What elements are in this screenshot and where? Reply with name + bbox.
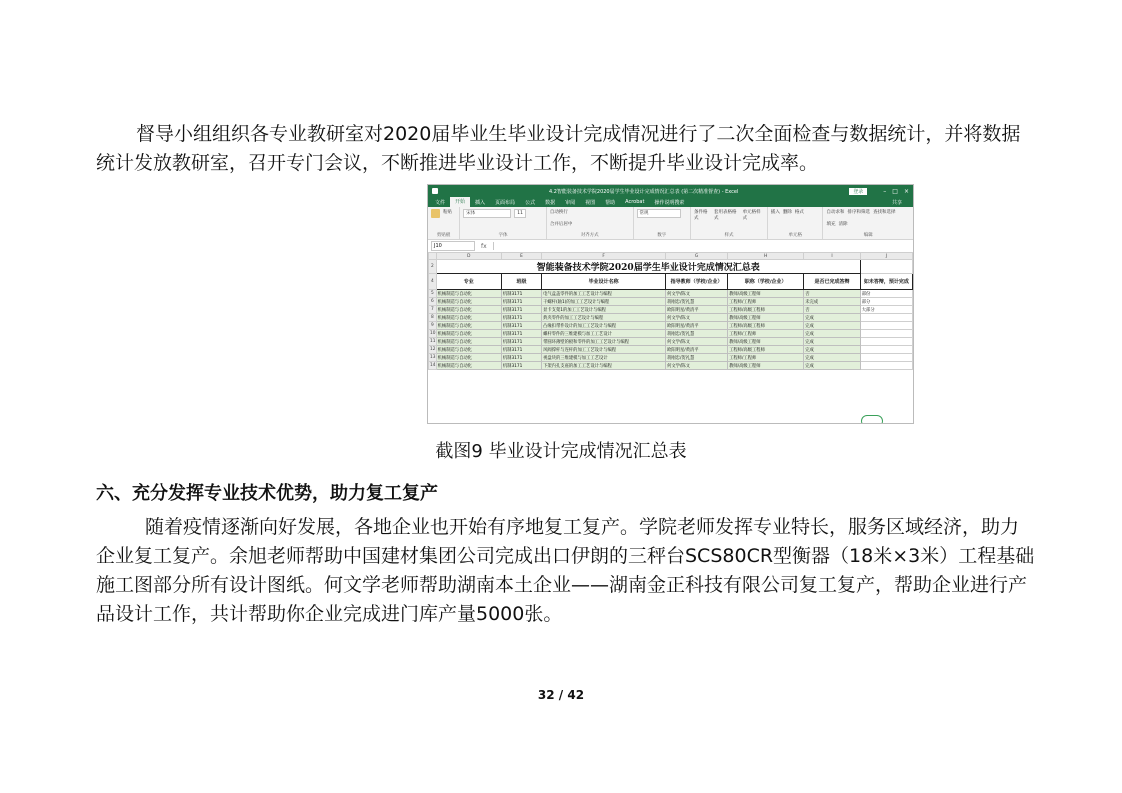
col-header[interactable]: D [436, 253, 501, 260]
page-number: 32 / 42 [537, 688, 585, 702]
header-cell[interactable]: 如未答辩，预计完成 [860, 274, 912, 290]
table-cell[interactable]: 工程师/高级工程师 [728, 322, 804, 330]
tab-home[interactable]: 开始 [450, 197, 470, 207]
table-cell[interactable]: 教师/高级工程师 [728, 314, 804, 322]
table-cell[interactable]: 何文学/陈文 [666, 290, 728, 298]
row-header[interactable]: 6 [429, 298, 437, 306]
table-cell[interactable]: 机制3171 [501, 354, 541, 362]
body-paragraph [96, 513, 1036, 629]
row-header[interactable]: 12 [430, 347, 436, 352]
col-header[interactable]: I [804, 253, 861, 260]
col-header[interactable]: J [860, 253, 912, 260]
table-cell[interactable]: 风阀撑杆与连杆的加工工艺设计与编程 [542, 346, 666, 354]
row-header[interactable]: 4 [429, 274, 437, 290]
table-cell[interactable]: 机制3171 [501, 330, 541, 338]
table-row [429, 298, 913, 306]
table-cell[interactable]: 完成 [804, 354, 861, 362]
autosum-button[interactable]: 自动求和 [826, 210, 845, 215]
styles-label: 样式 [724, 233, 734, 238]
table-cell[interactable]: 工程师/工程师 [728, 354, 804, 362]
table-cell[interactable]: 教师/高级工程师 [728, 362, 804, 370]
table-row [429, 314, 913, 322]
table-cell[interactable]: 完成 [804, 330, 861, 338]
body-text: 随着疫情逐渐向好发展，各地企业也开始有序地复工复产。学院老师发挥专业特长，服务区域经济，助力企业复工复产。余旭老师帮助中国建材集团公司完成出口伊朗的三秤台SCS80CR型衡器（18米×3米）工程基础施工图部分所有设计图纸。何文学老师帮助湖南本土企业——湖南金正科技有限公司复工复产，帮助企业进行产品设计工作，共计帮助你企业完成进门库产量5000张。 [96, 516, 1035, 625]
cell[interactable] [860, 260, 912, 274]
table-cell[interactable] [860, 354, 912, 362]
table-cell[interactable]: 欧阳明星/黄清平 [666, 306, 728, 314]
login-button[interactable]: 登录 [849, 188, 867, 195]
delete-cells-button[interactable]: 删除 [782, 210, 792, 215]
table-cell[interactable]: 何文学/陈文 [666, 362, 728, 370]
fx-icon[interactable]: fx [481, 242, 487, 250]
sheet-title-row [429, 260, 913, 274]
col-header[interactable]: G [666, 253, 728, 260]
select-all-corner[interactable] [429, 253, 437, 260]
table-cell[interactable]: 机制3171 [501, 298, 541, 306]
cell-styles-button[interactable]: 单元格样式 [742, 210, 761, 221]
table-cell[interactable]: 蒋刚忠/贺礼慧 [666, 298, 728, 306]
table-row [429, 330, 913, 338]
table-cell[interactable]: 工程师/高级工程师 [728, 346, 804, 354]
merge-center-button[interactable]: 合并后居中 [549, 221, 573, 227]
table-cell[interactable]: 带圆环薄壁的板和零件的加工工艺设计与编程 [542, 338, 666, 346]
number-format-select[interactable]: 常规 [637, 209, 681, 218]
table-cell[interactable]: 视盘块的三维建模与加工工艺设计 [542, 354, 666, 362]
tab-view[interactable]: 视图 [585, 199, 596, 206]
table-cell[interactable]: 机械制造与自动化 [436, 362, 501, 370]
table-cell[interactable]: 机械制造与自动化 [436, 306, 501, 314]
tab-page-layout[interactable]: 页面布局 [495, 199, 516, 206]
table-cell[interactable]: 工程师/工程师 [728, 330, 804, 338]
table-cell[interactable]: 机械制造与自动化 [436, 354, 501, 362]
table-cell[interactable]: 凸缘扣带件设计的加工工艺设计与编程 [542, 322, 666, 330]
excel-title-bar [428, 185, 913, 197]
table-cell[interactable]: 大部分 [860, 306, 912, 314]
table-cell[interactable]: 部分 [860, 298, 912, 306]
table-cell[interactable]: 欧阳明星/黄清平 [666, 346, 728, 354]
table-cell[interactable]: 工程师/高级工程师 [728, 306, 804, 314]
table-cell[interactable]: 何文学/陈文 [666, 338, 728, 346]
table-cell[interactable]: 机械制造与自动化 [436, 290, 501, 298]
table-cell[interactable]: 蒋刚忠/贺礼慧 [666, 330, 728, 338]
col-header[interactable]: H [728, 253, 804, 260]
paste-icon[interactable] [431, 209, 440, 218]
table-row [429, 362, 913, 370]
fill-button[interactable]: 填充 [826, 221, 836, 227]
table-cell[interactable]: 典夹零件的加工工艺设计与编程 [542, 314, 666, 322]
minimize-button[interactable]: – [883, 187, 887, 195]
close-button[interactable]: × [903, 187, 909, 195]
tab-formulas[interactable]: 公式 [525, 199, 536, 206]
col-header[interactable]: E [501, 253, 541, 260]
excel-screenshot [427, 184, 914, 424]
wrap-text-button[interactable]: 自动换行 [549, 210, 568, 215]
table-header-row [429, 274, 913, 290]
table-cell[interactable]: 机械制造与自动化 [436, 314, 501, 322]
header-cell[interactable]: 毕业设计名称 [542, 274, 666, 290]
font-label: 字体 [498, 233, 508, 238]
clipboard-group [428, 207, 460, 239]
insert-cells-button[interactable]: 插入 [770, 210, 780, 215]
table-cell[interactable]: 机制3171 [501, 322, 541, 330]
number-label: 数字 [657, 233, 667, 238]
table-cell[interactable]: 否 [804, 290, 861, 298]
table-row [429, 354, 913, 362]
alignment-group [547, 207, 634, 239]
table-row [429, 306, 913, 314]
header-cell[interactable]: 专业 [436, 274, 501, 290]
row-header[interactable]: 5 [429, 290, 437, 298]
table-cell[interactable]: 显卡支架1的加工工艺设计与编程 [542, 306, 666, 314]
row-header[interactable]: 7 [429, 306, 437, 314]
font-group [460, 207, 547, 239]
table-cell[interactable]: 欧阳明星/黄清平 [666, 322, 728, 330]
table-row [429, 290, 913, 298]
worksheet [428, 252, 913, 423]
row-header[interactable]: 9 [429, 322, 437, 330]
table-cell[interactable] [860, 314, 912, 322]
table-cell[interactable]: 电气盒盖零件的加工工艺设计与编程 [542, 290, 666, 298]
table-cell[interactable]: 机械制造与自动化 [436, 330, 501, 338]
table-cell[interactable]: 教师/高级工程师 [728, 290, 804, 298]
row-header[interactable]: 10 [430, 331, 436, 336]
col-header[interactable]: F [542, 253, 666, 260]
tab-file[interactable]: 文件 [435, 199, 446, 206]
table-cell[interactable]: 何文学/陈文 [666, 314, 728, 322]
status-badge [861, 415, 883, 424]
table-cell[interactable]: 机制3171 [501, 338, 541, 346]
table-row [429, 338, 913, 346]
tab-review[interactable]: 审阅 [565, 199, 576, 206]
row-header[interactable]: 13 [430, 355, 436, 360]
sheet-grid [428, 252, 913, 370]
figure-caption: 截图9 毕业设计完成情况汇总表 [435, 441, 687, 462]
ribbon [428, 207, 913, 240]
table-cell[interactable]: 机械制造与自动化 [436, 298, 501, 306]
row-header[interactable]: 14 [430, 363, 436, 368]
section-heading: 六、充分发挥专业技术优势，助力复工复产 [96, 483, 438, 504]
table-row [429, 322, 913, 330]
column-header-row [429, 253, 913, 260]
table-cell[interactable]: 机械制造与自动化 [436, 322, 501, 330]
find-select-button[interactable]: 查找和选择 [872, 210, 896, 215]
maximize-button[interactable]: □ [892, 187, 898, 195]
window-title: 4.2智能装备技术学院2020届学生毕业设计完成情况汇总表 (第二次精准督查) - Excel [548, 188, 739, 195]
table-cell[interactable]: 下架内孔支座的加工工艺设计与编程 [542, 362, 666, 370]
tab-help[interactable]: 帮助 [605, 199, 616, 206]
clear-button[interactable]: 清除 [838, 221, 848, 227]
table-cell[interactable]: 完成 [804, 314, 861, 322]
font-size-select[interactable]: 11 [514, 209, 526, 218]
tab-data[interactable]: 数据 [545, 199, 556, 206]
row-header[interactable]: 2 [429, 260, 437, 274]
clipboard-label: 剪贴板 [436, 233, 451, 238]
table-cell[interactable]: 机械制造与自动化 [436, 338, 501, 346]
table-cell[interactable]: 否 [804, 306, 861, 314]
sheet-title[interactable]: 智能装备技术学院2020届学生毕业设计完成情况汇总表 [436, 260, 860, 274]
table-cell[interactable]: 完成 [804, 338, 861, 346]
header-cell[interactable]: 指导教师（学校/企业） [666, 274, 728, 290]
sort-filter-button[interactable]: 排序和筛选 [847, 210, 870, 215]
table-cell[interactable]: 完成 [804, 346, 861, 354]
table-cell[interactable]: 机制3171 [501, 346, 541, 354]
table-cell[interactable]: 机械制造与自动化 [436, 346, 501, 354]
tell-me-search[interactable]: 操作说明搜索 [654, 199, 685, 206]
table-row [429, 346, 913, 354]
formula-input[interactable] [493, 242, 913, 250]
table-body [429, 290, 913, 370]
table-cell[interactable]: 干螺杆(轴1)的加工工艺设计与编程 [542, 298, 666, 306]
conditional-format-button[interactable]: 条件格式 [694, 210, 708, 221]
table-cell[interactable]: 蒋刚忠/贺礼慧 [666, 354, 728, 362]
table-cell[interactable] [860, 362, 912, 370]
table-cell[interactable]: 工程师/工程师 [728, 298, 804, 306]
alignment-label: 对齐方式 [580, 233, 599, 238]
table-cell[interactable] [860, 338, 912, 346]
table-cell[interactable]: 完成 [804, 362, 861, 370]
header-cell[interactable]: 班级 [501, 274, 541, 290]
table-cell[interactable] [860, 346, 912, 354]
share-button[interactable]: 共享 [891, 199, 902, 206]
table-cell[interactable]: 机制3171 [501, 290, 541, 298]
cells-label: 单元格 [788, 233, 802, 238]
tab-insert[interactable]: 插入 [475, 199, 486, 206]
header-cell[interactable]: 是否已完成答辩 [804, 274, 861, 290]
editing-label: 编辑 [863, 233, 873, 238]
table-cell[interactable]: 教师/高级工程师 [728, 338, 804, 346]
intro-paragraph [96, 120, 1036, 178]
paste-label[interactable]: 粘贴 [443, 210, 452, 215]
cells-group [768, 207, 824, 239]
table-format-button[interactable]: 套用表格格式 [714, 210, 737, 221]
tab-acrobat[interactable]: Acrobat [625, 199, 645, 205]
table-cell[interactable]: 机制3171 [501, 314, 541, 322]
intro-text: 督导小组组织各专业教研室对2020届毕业生毕业设计完成情况进行了二次全面检查与数据统计，并将数据统计发放教研室，召开专门会议，不断推进毕业设计工作，不断提升毕业设计完成率。 [96, 123, 1021, 174]
table-cell[interactable]: 部份 [860, 290, 912, 298]
table-cell[interactable]: 螺杆零件的三维建模与加工工艺设计 [542, 330, 666, 338]
row-header[interactable]: 11 [430, 339, 436, 344]
format-cells-button[interactable]: 格式 [794, 210, 804, 215]
styles-group [691, 207, 768, 239]
table-cell[interactable]: 未完成 [804, 298, 861, 306]
table-cell[interactable]: 机制3171 [501, 306, 541, 314]
number-group [634, 207, 692, 239]
ribbon-tabs [428, 197, 913, 207]
table-cell[interactable] [860, 330, 912, 338]
font-name-select[interactable]: 宋体 [463, 209, 511, 218]
editing-group [823, 207, 913, 239]
row-header[interactable]: 8 [429, 314, 437, 322]
table-cell[interactable] [860, 322, 912, 330]
name-box[interactable]: J10 [431, 241, 475, 251]
header-cell[interactable]: 职称（学校/企业） [728, 274, 804, 290]
table-cell[interactable]: 完成 [804, 322, 861, 330]
table-cell[interactable]: 机制3171 [501, 362, 541, 370]
